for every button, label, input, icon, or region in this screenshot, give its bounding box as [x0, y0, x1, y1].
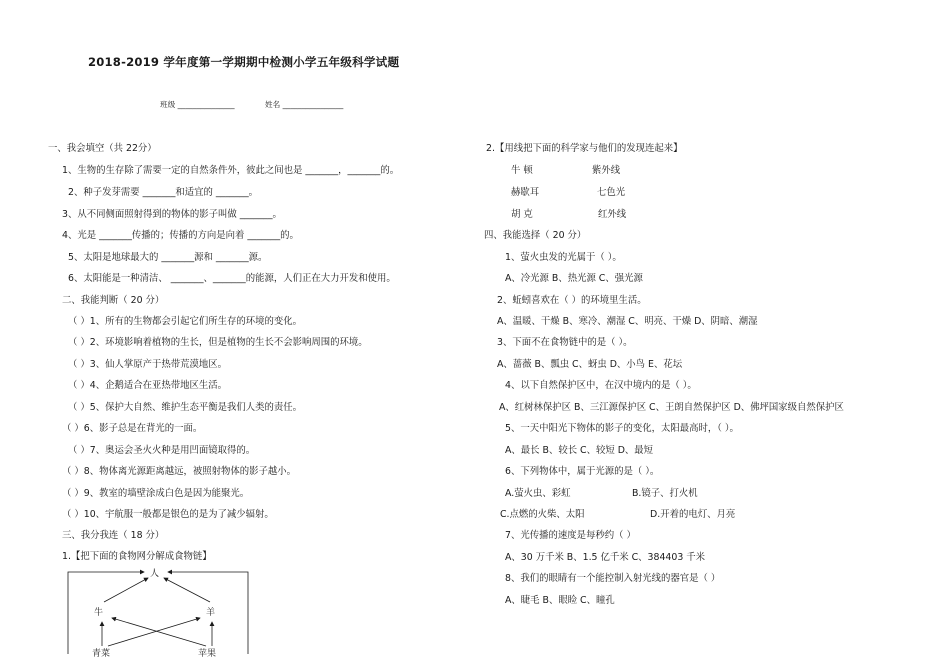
- arrow-sheep-to-human: [164, 578, 210, 602]
- node-apple: 苹果: [198, 649, 217, 658]
- food-web-question: 1.【把下面的食物网分解成食物链】: [62, 551, 212, 562]
- judge-item-4: （ ）4、企鹅适合在亚热带地区生活。: [68, 380, 227, 391]
- fill-item-2: 2、种子发芽需要 _______和适宜的 _______。: [68, 187, 259, 198]
- discovery-ir: 红外线: [598, 209, 627, 220]
- choice-q2-options: A、温暖、干燥 B、寒冷、潮湿 C、明亮、干燥 D、阴暗、潮湿: [497, 316, 758, 327]
- choice-q4-options: A、红树林保护区 B、三江源保护区 C、王朗自然保护区 D、佛坪国家级自然保护区: [499, 402, 844, 413]
- judge-item-9: （ ）9、教室的墙壁涂成白色是因为能聚光。: [62, 488, 250, 499]
- fill-item-5: 5、太阳是地球最大的 _______源和 _______源。: [68, 252, 268, 263]
- section1-heading: 一、我会填空（共 22分）: [48, 143, 157, 154]
- choice-q7-options: A、30 万千米 B、1.5 亿千米 C、384403 千米: [505, 552, 706, 563]
- choice-q8: 8、我们的眼睛有一个能控制入射光线的器官是（ ）: [505, 573, 721, 584]
- section3-heading: 三、我分我连（ 18 分）: [62, 530, 165, 541]
- judge-item-2: （ ）2、环境影响着植物的生长，但是植物的生长不会影响周围的环境。: [68, 337, 368, 348]
- matching-heading: 2.【用线把下面的科学家与他们的发现连起来】: [486, 143, 683, 154]
- name-field: 姓名 ________________: [265, 100, 344, 109]
- page-title: 2018-2019 学年度第一学期期中检测小学五年级科学试题: [88, 55, 400, 69]
- discovery-spectrum: 七色光: [597, 187, 626, 198]
- choice-q2: 2、蚯蚓喜欢在（ ）的环境里生活。: [497, 295, 647, 306]
- choice-q3: 3、下面不在食物链中的是（ ）。: [497, 337, 633, 348]
- food-web-diagram: [60, 562, 260, 658]
- fill-item-4: 4、光是 _______传播的；传播的方向是向着 _______的。: [62, 230, 299, 241]
- fill-item-1: 1、生物的生存除了需要一定的自然条件外，彼此之间也是 _______，_______的。: [62, 165, 400, 176]
- judge-item-6: （ ）6、影子总是在背光的一面。: [62, 423, 203, 434]
- choice-q6-option-c: C.点燃的火柴、太阳: [500, 509, 585, 520]
- scientist-herschel: 赫歇耳: [511, 187, 540, 198]
- choice-q6: 6、下列物体中，属于光源的是（ ）。: [505, 466, 660, 477]
- choice-q3-options: A、蔷薇 B、瓢虫 C、蚜虫 D、小鸟 E、花坛: [497, 359, 683, 370]
- choice-q1-options: A、冷光源 B、热光源 C、强光源: [505, 273, 643, 284]
- choice-q7: 7、光传播的速度是每秒约（ ）: [505, 530, 636, 541]
- judge-item-3: （ ）3、仙人掌原产于热带荒漠地区。: [68, 359, 227, 370]
- judge-item-1: （ ）1、所有的生物都会引起它们所生存的环境的变化。: [68, 316, 302, 327]
- choice-q6-option-d: D.开着的电灯、月亮: [650, 509, 736, 520]
- choice-q5: 5、一天中阳光下物体的影子的变化，太阳最高时，（ ）。: [505, 423, 739, 434]
- arrow-cow-to-human: [104, 578, 148, 602]
- section2-heading: 二、我能判断（ 20 分）: [62, 295, 165, 306]
- fill-item-3: 3、从不同侧面照射得到的物体的影子叫做 _______。: [62, 209, 282, 220]
- choice-q6-option-b: B.镜子、打火机: [632, 488, 698, 499]
- scientist-newton: 牛 顿: [511, 165, 533, 176]
- class-field: 班级 _______________: [160, 100, 235, 109]
- choice-q5-options: A、最长 B、较长 C、较短 D、最短: [505, 445, 654, 456]
- discovery-uv: 紫外线: [592, 165, 621, 176]
- node-cow: 牛: [94, 608, 104, 618]
- fill-item-6: 6、太阳能是一种清洁、 _______、_______的能源，人们正在大力开发和使用。: [68, 273, 396, 284]
- node-sheep: 羊: [206, 608, 216, 618]
- choice-q6-option-a: A.萤火虫、彩虹: [505, 488, 571, 499]
- section4-heading: 四、我能选择（ 20 分）: [484, 230, 587, 241]
- scientist-hooke: 胡 克: [511, 209, 533, 220]
- arrow-veg-to-sheep: [108, 618, 200, 646]
- arrow-apple-to-cow: [112, 618, 206, 646]
- choice-q8-options: A、睫毛 B、眼睑 C、瞳孔: [505, 595, 615, 606]
- node-human: 人: [150, 569, 160, 579]
- judge-item-7: （ ）7、奥运会圣火火种是用凹面镜取得的。: [68, 445, 256, 456]
- judge-item-10: （ ）10、宇航服一般都是银色的是为了减少辐射。: [62, 509, 274, 520]
- choice-q1: 1、萤火虫发的光属于（ ）。: [505, 252, 622, 263]
- frame-left-line: [68, 572, 144, 654]
- choice-q4: 4、以下自然保护区中，在汉中境内的是（ ）。: [505, 380, 697, 391]
- node-vegetable: 青菜: [92, 649, 111, 658]
- judge-item-5: （ ）5、保护大自然、维护生态平衡是我们人类的责任。: [68, 402, 302, 413]
- judge-item-8: （ ）8、物体离光源距离越远，被照射物体的影子越小。: [62, 466, 296, 477]
